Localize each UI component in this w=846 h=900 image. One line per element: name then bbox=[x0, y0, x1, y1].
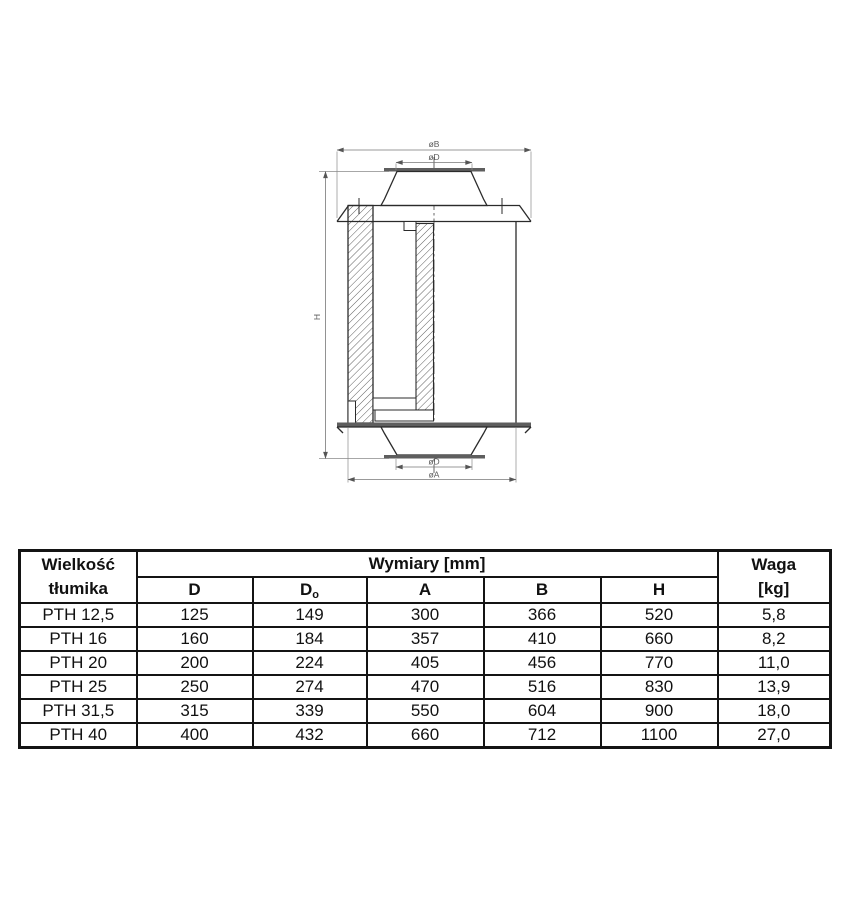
header-size-line2: tłumika bbox=[48, 579, 109, 598]
baffle-bottom-step1 bbox=[373, 398, 416, 410]
header-col-do bbox=[253, 577, 367, 603]
weight-cell: 5,8 bbox=[718, 603, 831, 627]
dim-h-cell: 1100 bbox=[601, 723, 718, 748]
dim-d-cell: 250 bbox=[137, 675, 253, 699]
dim-do-cell: 274 bbox=[253, 675, 367, 699]
model-cell: PTH 20 bbox=[20, 651, 137, 675]
dim-label-a: øA bbox=[428, 469, 440, 480]
table-row bbox=[20, 627, 831, 651]
header-size-line1: Wielkość bbox=[41, 555, 116, 574]
dim-d-cell: 160 bbox=[137, 627, 253, 651]
model-cell: PTH 12,5 bbox=[20, 603, 137, 627]
model-cell: PTH 16 bbox=[20, 627, 137, 651]
dim-b-cell: 712 bbox=[484, 723, 601, 748]
dim-h-cell: 660 bbox=[601, 627, 718, 651]
dim-label-d-top: øD bbox=[428, 152, 440, 162]
model-cell: PTH 40 bbox=[20, 723, 137, 748]
header-col-h: H bbox=[601, 577, 718, 603]
wall-bottom-notch bbox=[348, 401, 356, 423]
dim-b-cell: 604 bbox=[484, 699, 601, 723]
dim-do-cell: 339 bbox=[253, 699, 367, 723]
weight-cell: 8,2 bbox=[718, 627, 831, 651]
dim-a-cell: 357 bbox=[367, 627, 484, 651]
dim-label-b: øB bbox=[428, 139, 440, 149]
dim-do-cell: 432 bbox=[253, 723, 367, 748]
header-weight-line1: Waga bbox=[751, 555, 797, 574]
header-col-do-base: D bbox=[299, 579, 313, 599]
dim-h-cell: 900 bbox=[601, 699, 718, 723]
dim-h-cell: 520 bbox=[601, 603, 718, 627]
weight-cell: 11,0 bbox=[718, 651, 831, 675]
weight-cell: 18,0 bbox=[718, 699, 831, 723]
dim-a-cell: 660 bbox=[367, 723, 484, 748]
table-row bbox=[20, 603, 831, 627]
dim-b-cell: 410 bbox=[484, 627, 601, 651]
dim-a-cell: 470 bbox=[367, 675, 484, 699]
baffle-bottom-step2 bbox=[375, 410, 434, 421]
table-row bbox=[20, 651, 831, 675]
dim-a-cell: 405 bbox=[367, 651, 484, 675]
dim-d-cell: 200 bbox=[137, 651, 253, 675]
table-row bbox=[20, 675, 831, 699]
bottom-cone bbox=[381, 427, 487, 455]
baffle-section bbox=[416, 224, 434, 411]
dim-do-cell: 149 bbox=[253, 603, 367, 627]
dimensions-table bbox=[18, 549, 832, 749]
header-size bbox=[20, 551, 137, 604]
table-row bbox=[20, 723, 831, 748]
header-dimensions-group: Wymiary [mm] bbox=[137, 551, 718, 578]
model-cell: PTH 25 bbox=[20, 675, 137, 699]
header-weight bbox=[718, 551, 831, 604]
header-col-a: A bbox=[367, 577, 484, 603]
dim-d-cell: 125 bbox=[137, 603, 253, 627]
header-col-d: D bbox=[137, 577, 253, 603]
header-col-b: B bbox=[484, 577, 601, 603]
baffle-top-step bbox=[404, 222, 416, 231]
bottom-skirt-right bbox=[525, 427, 531, 433]
top-cone bbox=[381, 172, 487, 206]
bottom-skirt-left bbox=[337, 427, 343, 433]
dim-label-h: H bbox=[312, 313, 322, 321]
header-row-columns bbox=[20, 577, 831, 603]
model-cell: PTH 31,5 bbox=[20, 699, 137, 723]
silencer-body-outline bbox=[337, 168, 531, 459]
table-row bbox=[20, 699, 831, 723]
header-col-do-sub: o bbox=[312, 588, 319, 601]
weight-cell: 13,9 bbox=[718, 675, 831, 699]
dim-d-cell: 400 bbox=[137, 723, 253, 748]
dim-d-cell: 315 bbox=[137, 699, 253, 723]
dim-h-cell: 770 bbox=[601, 651, 718, 675]
bottom-plate bbox=[337, 423, 531, 428]
casing-wall-section bbox=[348, 206, 373, 424]
dim-b-cell: 516 bbox=[484, 675, 601, 699]
dim-label-d-bottom: øD bbox=[428, 456, 440, 467]
weight-cell: 27,0 bbox=[718, 723, 831, 748]
dim-do-cell: 184 bbox=[253, 627, 367, 651]
header-row-group bbox=[20, 551, 831, 578]
dim-a-cell: 550 bbox=[367, 699, 484, 723]
dim-h-cell: 830 bbox=[601, 675, 718, 699]
dim-b-cell: 366 bbox=[484, 603, 601, 627]
dim-b-cell: 456 bbox=[484, 651, 601, 675]
header-weight-line2: [kg] bbox=[758, 579, 790, 598]
dim-a-cell: 300 bbox=[367, 603, 484, 627]
dim-do-cell: 224 bbox=[253, 651, 367, 675]
